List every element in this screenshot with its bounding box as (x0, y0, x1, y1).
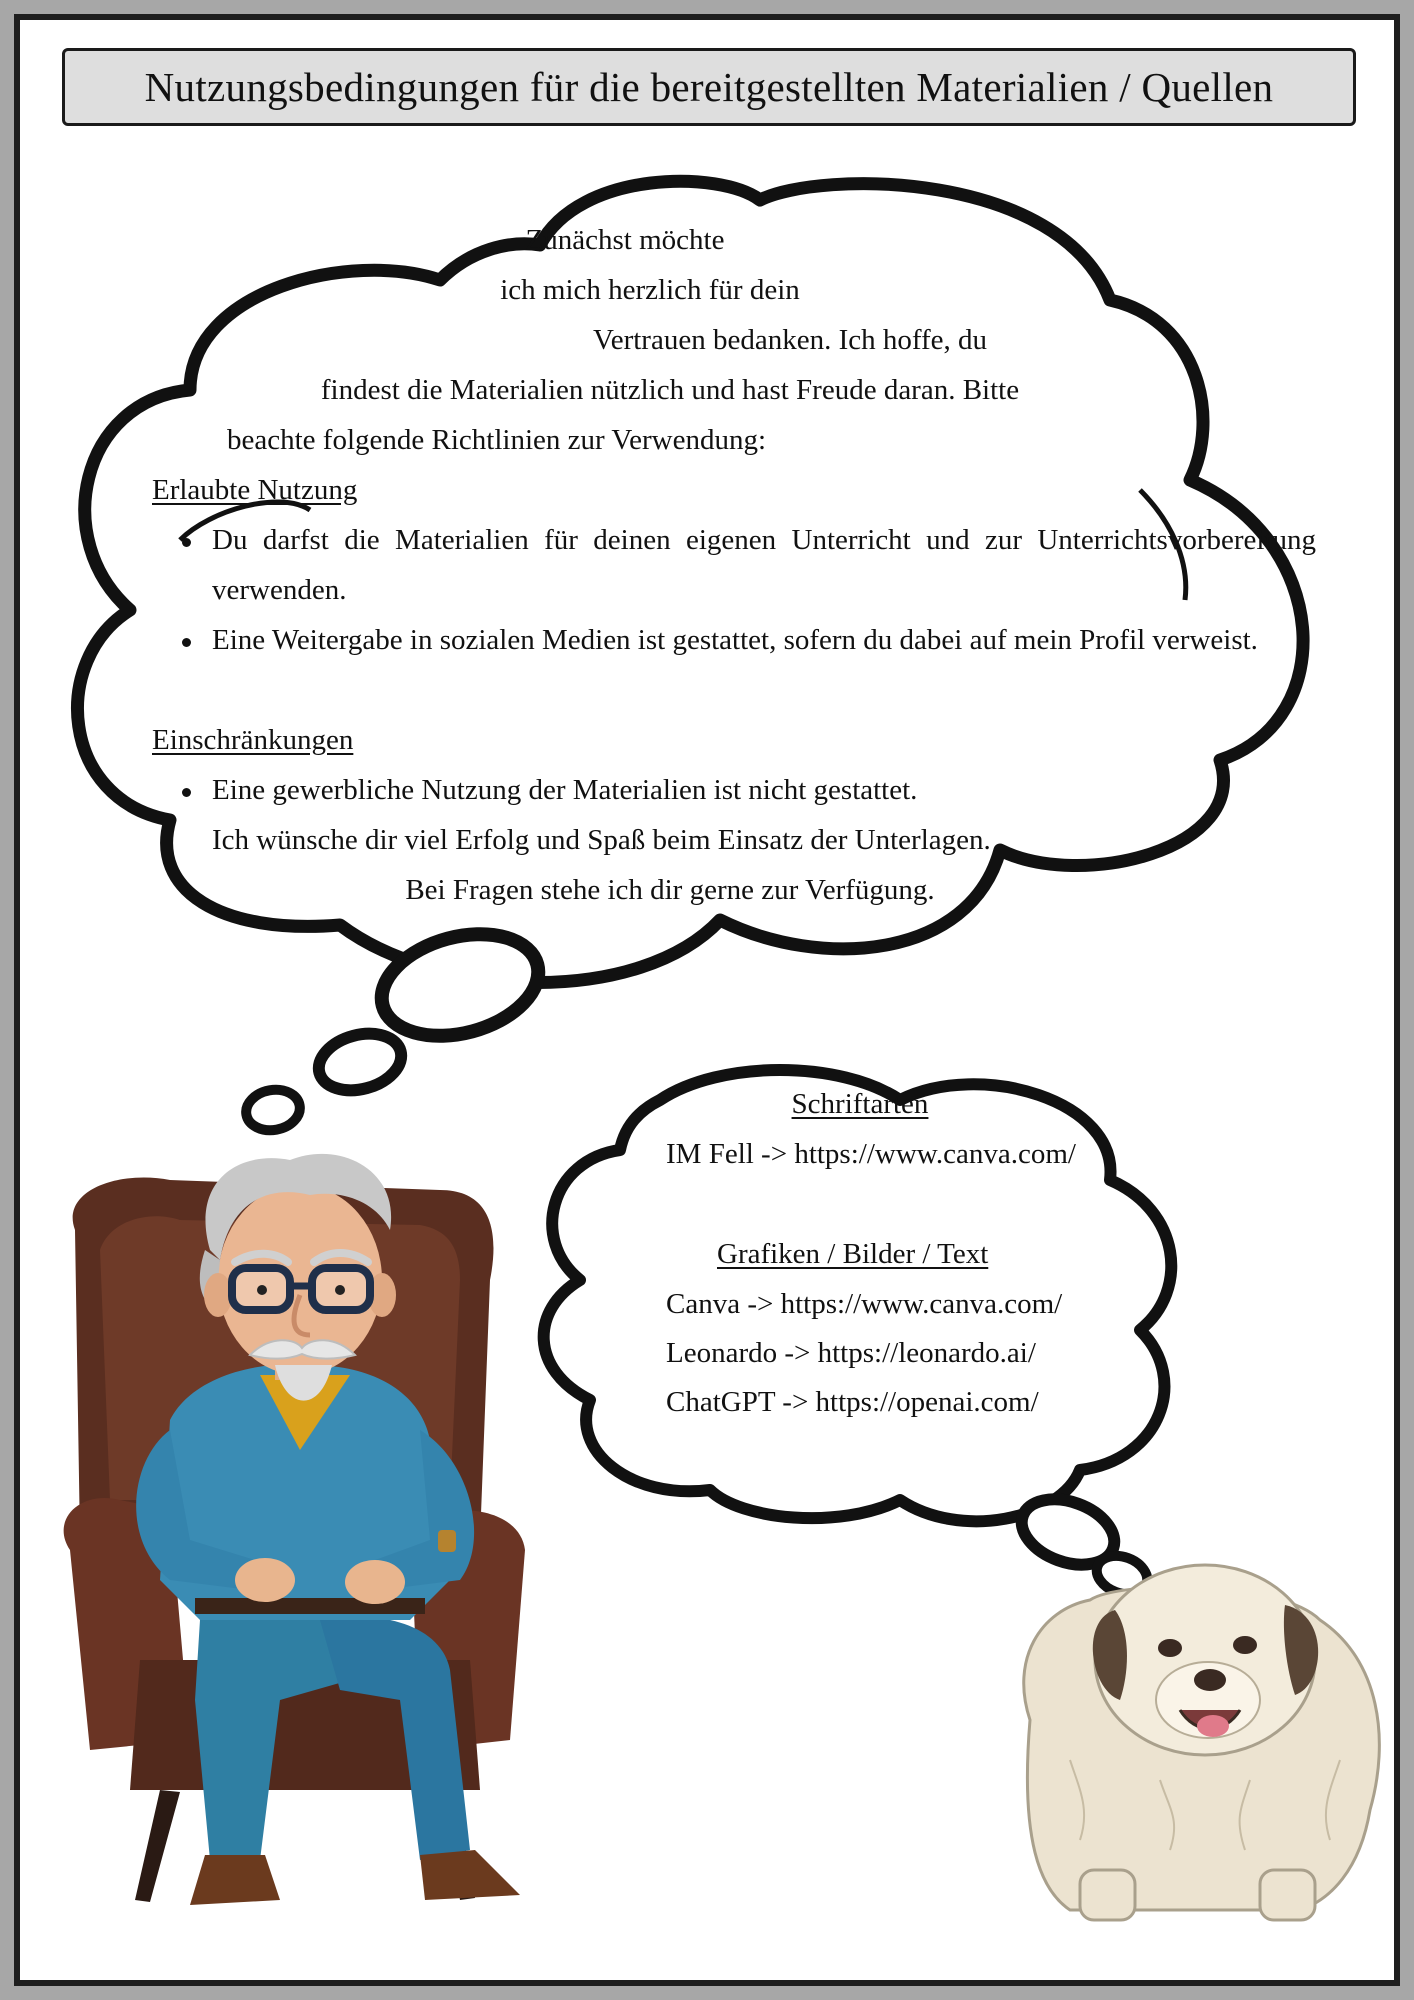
allowed-item-2: Eine Weitergabe in sozialen Medien ist gestattet, sofern du dabei auf mein Profil verweist. (212, 624, 1258, 656)
fluffy-dog-illustration (1024, 1565, 1380, 1920)
page-content (20, 20, 1394, 1980)
intro-line-2: ich mich herzlich für dein (500, 274, 800, 306)
closing-line-1: Ich wünsche dir viel Erfolg und Spaß beim Einsatz der Unterlagen. (212, 824, 991, 856)
intro-line-1: Zunächst möchte (525, 224, 725, 256)
intro-line-4: findest die Materialien nützlich und hast Freude daran. Bitte (320, 374, 1020, 406)
graphics-line-canva: Canva -> https://www.canva.com/ (666, 1288, 1063, 1320)
intro-line-5: beachte folgende Richtlinien zur Verwendung: (227, 424, 767, 456)
bullet-dot (182, 638, 191, 647)
page-frame (14, 14, 1400, 1986)
intro-line-3: Vertrauen bedanken. Ich hoffe, du (592, 324, 988, 356)
bullet-dot (182, 538, 191, 547)
closing-line-2: Bei Fragen stehe ich dir gerne zur Verfügung. (405, 874, 935, 906)
allowed-item-1: Du darfst die Materialien für deinen eigenen Unterricht und zur Unterrichtsvorbereitung verwenden. (212, 524, 1316, 606)
graphics-line-chatgpt: ChatGPT -> https://openai.com/ (666, 1386, 1039, 1418)
restrictions-heading: Einschränkungen (152, 724, 354, 756)
page-title: Nutzungsbedingungen für die bereitgestellten Materialien / Quellen (144, 64, 1274, 110)
graphics-heading: Grafiken / Bilder / Text (717, 1238, 989, 1270)
bullet-dot (182, 788, 191, 797)
allowed-heading: Erlaubte Nutzung (152, 474, 358, 506)
fonts-line: IM Fell -> https://www.canva.com/ (666, 1138, 1076, 1170)
old-man-in-armchair-illustration (64, 1154, 525, 1905)
restriction-item-1: Eine gewerbliche Nutzung der Materialien ist nicht gestattet. (212, 774, 918, 806)
fonts-heading: Schriftarten (791, 1088, 929, 1120)
graphics-line-leonardo: Leonardo -> https://leonardo.ai/ (666, 1337, 1036, 1369)
